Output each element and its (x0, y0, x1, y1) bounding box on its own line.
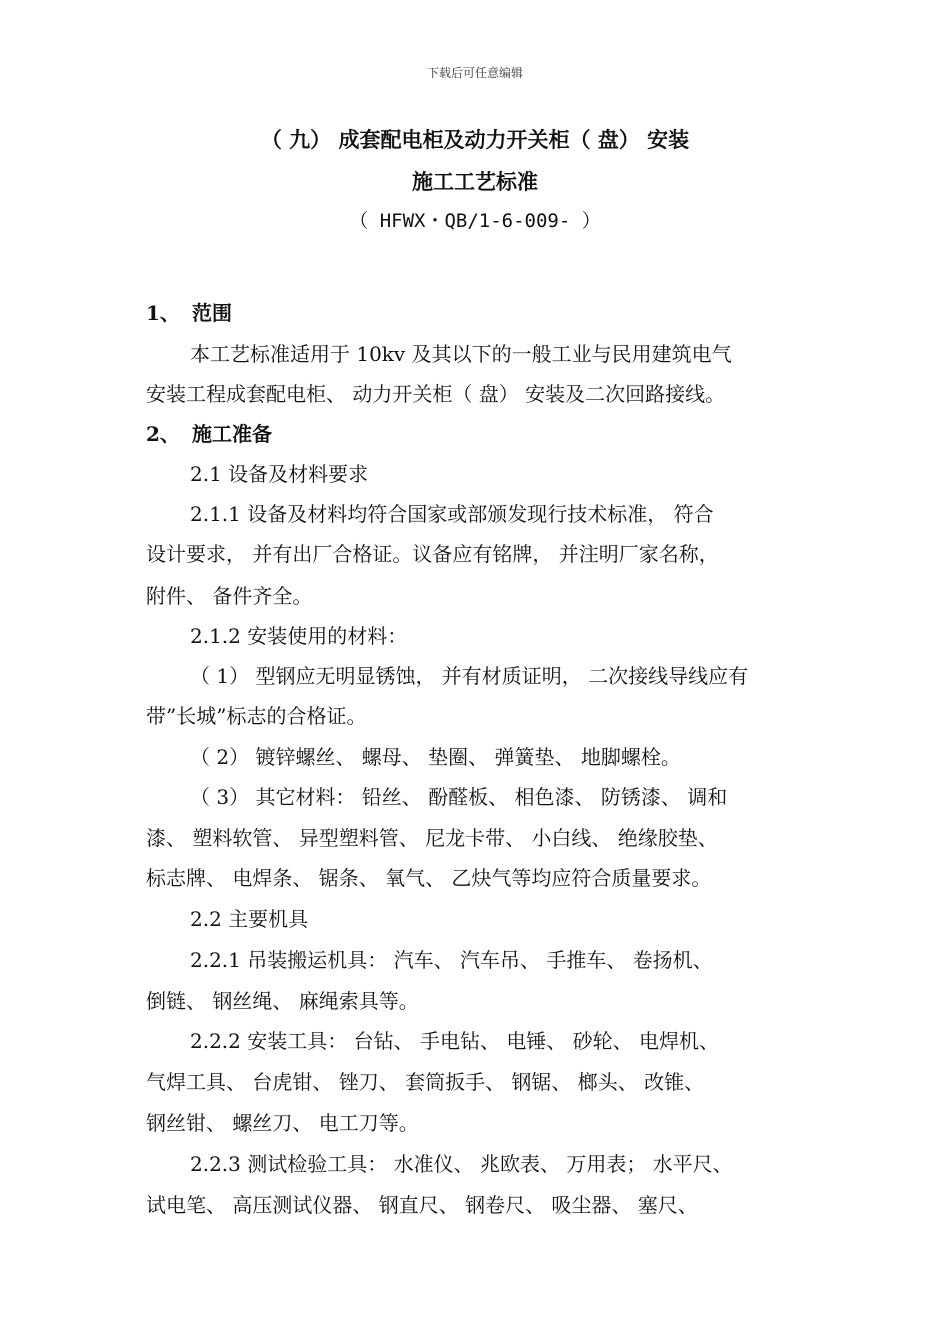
section-1-heading (146, 297, 232, 326)
document-title-line-1: （ 九） 成套配电柜及动力开关柜（ 盘） 安装 (260, 127, 690, 152)
paragraph-line: 带”长城”标志的合格证。 (146, 704, 367, 728)
section-2-number: 2、 (146, 422, 180, 446)
paragraph-line: 2.1.1 设备及材料均符合国家或部颁发现行技术标准， 符合 (190, 502, 714, 526)
paragraph-line: 试电笔、 高压测试仪器、 钢直尺、 钢卷尺、 吸尘器、 塞尺、 (146, 1193, 698, 1217)
list-item: （ 2） 镀锌螺丝、 螺母、 垫圈、 弹簧垫、 地脚螺栓。 (190, 745, 681, 769)
section-1-number: 1、 (146, 301, 180, 325)
paragraph-line: 2.2.2 安装工具： 台钻、 手电钻、 电锤、 砂轮、 电焊机、 (190, 1029, 720, 1053)
paragraph-line: 标志牌、 电焊条、 锯条、 氧气、 乙炔气等均应符合质量要求。 (146, 866, 712, 890)
subsection-heading: 2.2 主要机具 (190, 907, 309, 931)
document-code: （ HFWX・QB/1-6-009- ） (349, 210, 601, 232)
section-1-title: 范围 (192, 301, 232, 325)
paragraph-line: 安装工程成套配电柜、 动力开关柜（ 盘） 安装及二次回路接线。 (146, 382, 726, 406)
list-item: （ 1） 型钢应无明显锈蚀， 并有材质证明， 二次接线导线应有 (190, 664, 749, 688)
paragraph-line: 倒链、 钢丝绳、 麻绳索具等。 (146, 989, 419, 1013)
paragraph-line: 气焊工具、 台虎钳、 锉刀、 套筒扳手、 钢锯、 榔头、 改锥、 (146, 1070, 705, 1094)
paragraph-line: 2.1.2 安装使用的材料： (190, 624, 408, 648)
paragraph-line: 2.2.3 测试检验工具： 水准仪、 兆欧表、 万用表； 水平尺、 (190, 1152, 733, 1176)
document-title-line-2: 施工工艺标准 (412, 169, 538, 194)
header-note: 下载后可任意编辑 (426, 66, 523, 80)
paragraph-line: 漆、 塑料软管、 异型塑料管、 尼龙卡带、 小白线、 绝缘胶垫、 (146, 826, 718, 850)
paragraph-line: 设计要求， 并有出厂合格证。议备应有铭牌， 并注明厂家名称， (146, 542, 719, 566)
list-item: （ 3） 其它材料： 铅丝、 酚醛板、 相色漆、 防锈漆、 调和 (190, 785, 728, 809)
paragraph-line: 本工艺标准适用于 10kv 及其以下的一般工业与民用建筑电气 (190, 342, 732, 366)
subsection-heading: 2.1 设备及材料要求 (190, 462, 369, 486)
section-2-heading (146, 418, 272, 447)
paragraph-line: 钢丝钳、 螺丝刀、 电工刀等。 (146, 1111, 419, 1135)
section-2-title: 施工准备 (192, 422, 272, 446)
paragraph-line: 2.2.1 吊装搬运机具： 汽车、 汽车吊、 手推车、 卷扬机、 (190, 948, 713, 972)
paragraph-line: 附件、 备件齐全。 (146, 584, 313, 608)
